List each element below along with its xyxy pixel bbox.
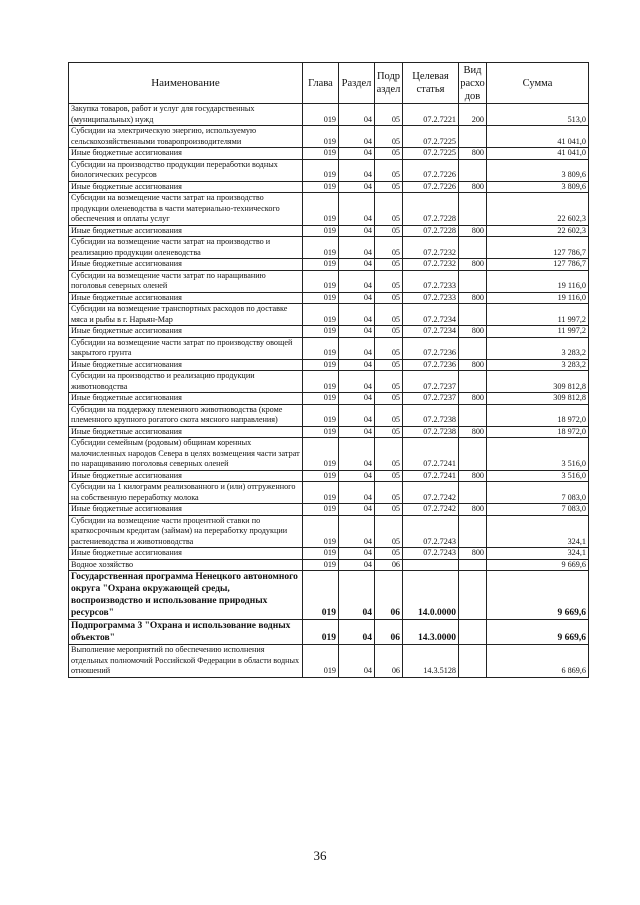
table-row — [69, 126, 589, 148]
row-razdel: 04 — [339, 159, 375, 181]
row-vid — [459, 126, 487, 148]
row-razdel: 04 — [339, 515, 375, 548]
row-podrazdel: 05 — [375, 292, 403, 304]
row-vid — [459, 482, 487, 504]
row-podrazdel: 05 — [375, 148, 403, 160]
row-summa: 11 997,2 — [487, 326, 589, 338]
row-razdel: 04 — [339, 482, 375, 504]
row-statya: 07.2.7241 — [403, 470, 459, 482]
row-summa: 9 669,6 — [487, 559, 589, 571]
row-vid: 800 — [459, 181, 487, 193]
table-row — [69, 620, 589, 645]
row-summa: 41 041,0 — [487, 148, 589, 160]
row-name: Иные бюджетные ассигнования — [69, 292, 303, 304]
row-name: Субсидии на возмещение части процентной ставки по краткосрочным кредитам (займам) на переработку продукции растениеводства и животноводства — [69, 515, 303, 548]
row-glava: 019 — [303, 515, 339, 548]
row-name: Субсидии на производство и реализацию продукции животноводства — [69, 371, 303, 393]
row-summa: 18 972,0 — [487, 426, 589, 438]
row-glava: 019 — [303, 426, 339, 438]
row-statya: 07.2.7228 — [403, 193, 459, 226]
row-razdel: 04 — [339, 548, 375, 560]
row-glava: 019 — [303, 404, 339, 426]
row-name: Подпрограмма 3 "Охрана и использование водных объектов" — [69, 620, 303, 645]
row-glava: 019 — [303, 571, 339, 620]
row-summa: 9 669,6 — [487, 620, 589, 645]
row-razdel: 04 — [339, 371, 375, 393]
row-razdel: 04 — [339, 571, 375, 620]
row-statya: 07.2.7232 — [403, 237, 459, 259]
row-name: Иные бюджетные ассигнования — [69, 393, 303, 405]
row-podrazdel: 05 — [375, 104, 403, 126]
row-glava: 019 — [303, 337, 339, 359]
row-glava: 019 — [303, 270, 339, 292]
row-podrazdel: 05 — [375, 326, 403, 338]
row-glava: 019 — [303, 470, 339, 482]
row-razdel: 04 — [339, 645, 375, 678]
row-glava: 019 — [303, 504, 339, 516]
row-summa: 9 669,6 — [487, 571, 589, 620]
row-summa: 3 516,0 — [487, 470, 589, 482]
row-razdel: 04 — [339, 259, 375, 271]
row-podrazdel: 05 — [375, 470, 403, 482]
row-summa: 3 283,2 — [487, 337, 589, 359]
row-razdel: 04 — [339, 359, 375, 371]
table-row — [69, 559, 589, 571]
row-name: Водное хозяйство — [69, 559, 303, 571]
row-statya: 14.0.0000 — [403, 571, 459, 620]
table-row — [69, 225, 589, 237]
row-glava: 019 — [303, 292, 339, 304]
row-podrazdel: 05 — [375, 371, 403, 393]
row-summa: 19 116,0 — [487, 270, 589, 292]
row-name: Субсидии на поддержку племенного животноводства (кроме племенного крупного рогатого скота мясного направления) — [69, 404, 303, 426]
row-vid — [459, 237, 487, 259]
row-summa: 3 283,2 — [487, 359, 589, 371]
row-razdel: 04 — [339, 393, 375, 405]
row-statya: 07.2.7232 — [403, 259, 459, 271]
row-statya: 07.2.7221 — [403, 104, 459, 126]
row-statya: 07.2.7233 — [403, 292, 459, 304]
row-glava: 019 — [303, 359, 339, 371]
row-vid: 800 — [459, 359, 487, 371]
row-statya: 07.2.7226 — [403, 159, 459, 181]
row-razdel: 04 — [339, 225, 375, 237]
row-podrazdel: 05 — [375, 482, 403, 504]
row-glava: 019 — [303, 482, 339, 504]
row-summa: 7 083,0 — [487, 504, 589, 516]
row-name: Закупка товаров, работ и услуг для государственных (муниципальных) нужд — [69, 104, 303, 126]
row-podrazdel: 06 — [375, 620, 403, 645]
row-razdel: 04 — [339, 404, 375, 426]
table-row — [69, 259, 589, 271]
row-vid: 800 — [459, 548, 487, 560]
row-glava: 019 — [303, 104, 339, 126]
row-name: Иные бюджетные ассигнования — [69, 181, 303, 193]
table-row — [69, 571, 589, 620]
row-glava: 019 — [303, 148, 339, 160]
table-row — [69, 326, 589, 338]
row-vid: 800 — [459, 426, 487, 438]
row-name: Субсидии на возмещение транспортных расходов по доставке мяса и рыбы в г. Нарьян-Мар — [69, 304, 303, 326]
row-name: Субсидии на производство продукции переработки водных биологических ресурсов — [69, 159, 303, 181]
col-header-glava: Глава — [303, 63, 339, 104]
row-summa: 3 809,6 — [487, 159, 589, 181]
row-statya: 07.2.7236 — [403, 337, 459, 359]
row-razdel: 04 — [339, 438, 375, 471]
row-glava: 019 — [303, 548, 339, 560]
row-podrazdel: 05 — [375, 426, 403, 438]
row-razdel: 04 — [339, 559, 375, 571]
col-header-celevaya: Целевая статья — [403, 63, 459, 104]
table-row — [69, 237, 589, 259]
row-summa: 22 602,3 — [487, 193, 589, 226]
row-vid — [459, 371, 487, 393]
row-podrazdel: 05 — [375, 181, 403, 193]
row-name: Иные бюджетные ассигнования — [69, 426, 303, 438]
row-razdel: 04 — [339, 270, 375, 292]
row-podrazdel: 05 — [375, 225, 403, 237]
row-statya: 07.2.7238 — [403, 404, 459, 426]
row-razdel: 04 — [339, 126, 375, 148]
row-podrazdel: 06 — [375, 559, 403, 571]
row-podrazdel: 05 — [375, 504, 403, 516]
row-glava: 019 — [303, 159, 339, 181]
row-statya: 07.2.7225 — [403, 126, 459, 148]
table-row — [69, 645, 589, 678]
row-glava: 019 — [303, 438, 339, 471]
row-summa: 3 809,6 — [487, 181, 589, 193]
row-statya: 07.2.7234 — [403, 304, 459, 326]
row-name: Субсидии на возмещение части затрат на производство и реализацию продукции оленеводства — [69, 237, 303, 259]
row-name: Иные бюджетные ассигнования — [69, 225, 303, 237]
row-name: Иные бюджетные ассигнования — [69, 470, 303, 482]
row-statya: 07.2.7225 — [403, 148, 459, 160]
table-row — [69, 470, 589, 482]
row-vid: 800 — [459, 470, 487, 482]
row-statya: 07.2.7241 — [403, 438, 459, 471]
table-row — [69, 393, 589, 405]
row-statya: 07.2.7242 — [403, 482, 459, 504]
row-vid — [459, 438, 487, 471]
row-vid — [459, 159, 487, 181]
row-razdel: 04 — [339, 504, 375, 516]
row-razdel: 04 — [339, 104, 375, 126]
row-statya: 07.2.7233 — [403, 270, 459, 292]
row-vid — [459, 404, 487, 426]
table-row — [69, 292, 589, 304]
row-name: Субсидии на 1 килограмм реализованного и (или) отгруженного на собственную переработку молока — [69, 482, 303, 504]
row-name: Иные бюджетные ассигнования — [69, 504, 303, 516]
col-header-vid: Вид расхо дов — [460, 64, 485, 102]
row-vid — [459, 559, 487, 571]
row-glava: 019 — [303, 371, 339, 393]
row-razdel: 04 — [339, 148, 375, 160]
row-glava: 019 — [303, 393, 339, 405]
row-podrazdel: 05 — [375, 259, 403, 271]
row-summa: 324,1 — [487, 515, 589, 548]
col-header-razdel: Раздел — [339, 63, 375, 104]
row-name: Субсидии на электрическую энергию, используемую сельскохозяйственными товаропроизводителями — [69, 126, 303, 148]
row-glava: 019 — [303, 620, 339, 645]
row-glava: 019 — [303, 645, 339, 678]
row-statya: 07.2.7228 — [403, 225, 459, 237]
row-summa: 309 812,8 — [487, 393, 589, 405]
row-podrazdel: 05 — [375, 237, 403, 259]
table-row — [69, 504, 589, 516]
col-header-summa: Сумма — [487, 63, 589, 104]
row-podrazdel: 05 — [375, 270, 403, 292]
table-row — [69, 104, 589, 126]
row-vid — [459, 620, 487, 645]
row-vid — [459, 304, 487, 326]
row-razdel: 04 — [339, 326, 375, 338]
row-vid: 800 — [459, 225, 487, 237]
row-summa: 19 116,0 — [487, 292, 589, 304]
row-podrazdel: 05 — [375, 515, 403, 548]
row-vid — [459, 571, 487, 620]
budget-table — [68, 62, 589, 678]
col-header-name: Наименование — [69, 63, 303, 104]
table-row — [69, 548, 589, 560]
table-row — [69, 148, 589, 160]
row-summa: 513,0 — [487, 104, 589, 126]
row-name: Иные бюджетные ассигнования — [69, 359, 303, 371]
row-razdel: 04 — [339, 620, 375, 645]
page-number: 36 — [313, 848, 327, 863]
row-vid — [459, 193, 487, 226]
row-podrazdel: 05 — [375, 126, 403, 148]
row-statya: 14.3.5128 — [403, 645, 459, 678]
row-name: Иные бюджетные ассигнования — [69, 259, 303, 271]
row-vid: 800 — [459, 292, 487, 304]
row-statya: 07.2.7237 — [403, 371, 459, 393]
table-row — [69, 482, 589, 504]
row-summa: 22 602,3 — [487, 225, 589, 237]
row-razdel: 04 — [339, 470, 375, 482]
row-summa: 41 041,0 — [487, 126, 589, 148]
row-glava: 019 — [303, 181, 339, 193]
row-vid: 800 — [459, 148, 487, 160]
table-header-row — [69, 63, 589, 104]
row-name: Государственная программа Ненецкого автономного округа "Охрана окружающей среды, воспроизводство и использование природных ресурсов" — [69, 571, 303, 620]
table-row — [69, 270, 589, 292]
row-statya: 07.2.7236 — [403, 359, 459, 371]
table-row — [69, 438, 589, 471]
row-summa: 18 972,0 — [487, 404, 589, 426]
table-row — [69, 515, 589, 548]
row-razdel: 04 — [339, 181, 375, 193]
table-row — [69, 159, 589, 181]
row-glava: 019 — [303, 326, 339, 338]
row-statya: 07.2.7237 — [403, 393, 459, 405]
row-podrazdel: 06 — [375, 645, 403, 678]
table-row — [69, 337, 589, 359]
row-summa: 309 812,8 — [487, 371, 589, 393]
table-row — [69, 193, 589, 226]
row-name: Выполнение мероприятий по обеспечению исполнения отдельных полномочий Российской Федерации в области водных отношений — [69, 645, 303, 678]
row-name: Иные бюджетные ассигнования — [69, 326, 303, 338]
row-vid: 800 — [459, 259, 487, 271]
row-glava: 019 — [303, 225, 339, 237]
row-statya: 14.3.0000 — [403, 620, 459, 645]
row-statya: 07.2.7234 — [403, 326, 459, 338]
row-podrazdel: 05 — [375, 337, 403, 359]
row-name: Субсидии семейным (родовым) общинам коренных малочисленных народов Севера в целях возмещения части затрат по наращиванию поголовья северных оленей — [69, 438, 303, 471]
row-glava: 019 — [303, 304, 339, 326]
row-name: Иные бюджетные ассигнования — [69, 148, 303, 160]
row-statya: 07.2.7226 — [403, 181, 459, 193]
row-summa: 127 786,7 — [487, 237, 589, 259]
row-name: Субсидии на возмещение части затрат на производство продукции оленеводства в части материально-технического обеспечения и оплаты услуг — [69, 193, 303, 226]
row-name: Субсидии на возмещение части затрат по производству овощей закрытого грунта — [69, 337, 303, 359]
row-razdel: 04 — [339, 292, 375, 304]
row-glava: 019 — [303, 126, 339, 148]
row-summa: 324,1 — [487, 548, 589, 560]
row-razdel: 04 — [339, 193, 375, 226]
table-row — [69, 404, 589, 426]
table-row — [69, 371, 589, 393]
row-statya: 07.2.7243 — [403, 548, 459, 560]
row-glava: 019 — [303, 259, 339, 271]
table-row — [69, 359, 589, 371]
row-name: Иные бюджетные ассигнования — [69, 548, 303, 560]
table-row — [69, 181, 589, 193]
row-vid — [459, 270, 487, 292]
row-vid: 200 — [459, 104, 487, 126]
row-summa: 7 083,0 — [487, 482, 589, 504]
row-summa: 11 997,2 — [487, 304, 589, 326]
row-vid: 800 — [459, 504, 487, 516]
row-summa: 6 869,6 — [487, 645, 589, 678]
row-statya — [403, 559, 459, 571]
budget-table-page — [68, 62, 588, 678]
table-row — [69, 304, 589, 326]
row-razdel: 04 — [339, 237, 375, 259]
row-glava: 019 — [303, 193, 339, 226]
row-vid: 800 — [459, 326, 487, 338]
row-statya: 07.2.7238 — [403, 426, 459, 438]
row-podrazdel: 05 — [375, 159, 403, 181]
row-razdel: 04 — [339, 337, 375, 359]
row-statya: 07.2.7242 — [403, 504, 459, 516]
row-podrazdel: 05 — [375, 193, 403, 226]
row-razdel: 04 — [339, 426, 375, 438]
col-header-podrazdel: Подр аздел — [375, 63, 403, 104]
row-vid — [459, 515, 487, 548]
row-podrazdel: 05 — [375, 438, 403, 471]
row-vid — [459, 337, 487, 359]
row-glava: 019 — [303, 559, 339, 571]
row-podrazdel: 05 — [375, 359, 403, 371]
row-razdel: 04 — [339, 304, 375, 326]
row-summa: 127 786,7 — [487, 259, 589, 271]
row-podrazdel: 05 — [375, 548, 403, 560]
row-podrazdel: 05 — [375, 304, 403, 326]
row-statya: 07.2.7243 — [403, 515, 459, 548]
row-podrazdel: 05 — [375, 404, 403, 426]
row-summa: 3 516,0 — [487, 438, 589, 471]
row-podrazdel: 05 — [375, 393, 403, 405]
row-name: Субсидии на возмещение части затрат по наращиванию поголовья северных оленей — [69, 270, 303, 292]
row-vid — [459, 645, 487, 678]
row-glava: 019 — [303, 237, 339, 259]
row-vid: 800 — [459, 393, 487, 405]
row-podrazdel: 06 — [375, 571, 403, 620]
table-row — [69, 426, 589, 438]
